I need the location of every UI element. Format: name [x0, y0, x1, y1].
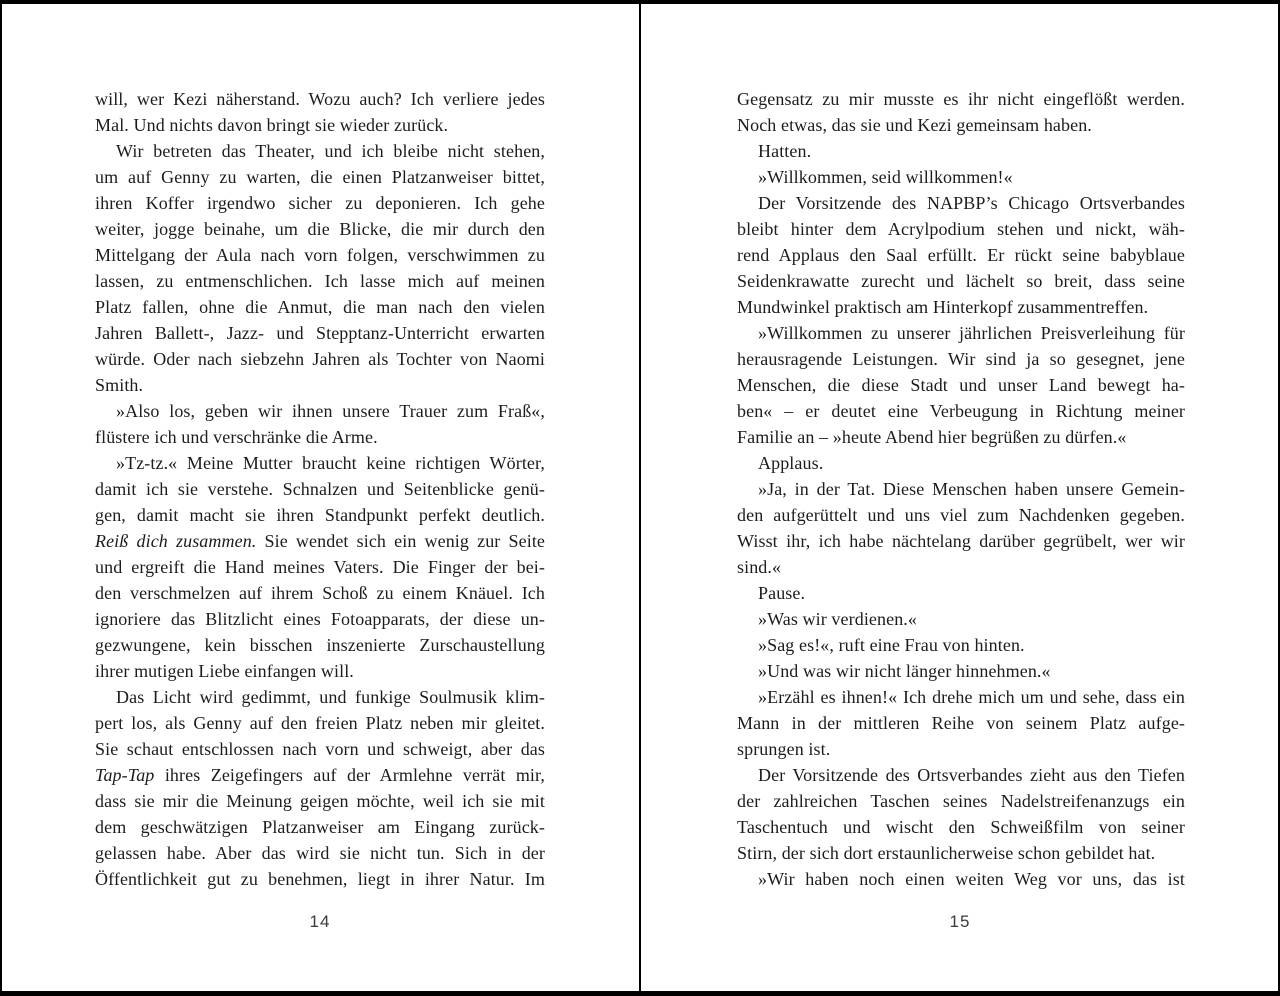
- text-line: »Ja, in der Tat. Diese Menschen haben unsere Gemein-: [758, 479, 1185, 499]
- text-line: Platz fallen, ohne die Anmut, die man nach den vielen: [95, 297, 545, 317]
- text-line: und ergreift die Hand meines Vaters. Die Finger der bei-: [95, 557, 545, 577]
- text-line: Das Licht wird gedimmt, und funkige Soulmusik klim-: [116, 687, 545, 707]
- text-line: sprungen ist.: [737, 739, 831, 759]
- text-line: »Was wir verdienen.«: [758, 609, 917, 629]
- text-line: Stirn, der sich dort erstaunlicherweise schon gebildet hat.: [737, 843, 1156, 863]
- text-line: Mittelgang der Aula nach vorn folgen, verschwimmen zu: [95, 245, 545, 265]
- text-line: will, wer Kezi näherstand. Wozu auch? Ich verliere jedes: [95, 89, 545, 109]
- text-line: »Willkommen, seid willkommen!«: [758, 167, 1013, 187]
- page-number: 15: [949, 912, 971, 931]
- text-line: Noch etwas, das sie und Kezi gemeinsam haben.: [737, 115, 1092, 135]
- text-line: gen, damit macht sie ihren Standpunkt perfekt deutlich.: [95, 505, 545, 525]
- text-line: weiter, jogge beinahe, um die Blicke, die mir durch den: [95, 219, 545, 239]
- text-line: »Erzähl es ihnen!« Ich drehe mich um und sehe, dass ein: [758, 687, 1185, 707]
- text-line: Wisst ihr, ich habe nächtelang darüber gegrübelt, wer wir: [737, 531, 1185, 551]
- text-line: Pause.: [758, 583, 806, 603]
- text-line: lassen, zu entmenschlichen. Ich lasse mich auf meinen: [95, 271, 545, 291]
- text-line: Familie an – »heute Abend hier begrüßen zu dürfen.«: [737, 427, 1127, 447]
- text-line: [95, 762, 545, 788]
- text-line: Mundwinkel praktisch am Hinterkopf zusammentreffen.: [737, 297, 1149, 317]
- text-line: »Sag es!«, ruft eine Frau von hinten.: [758, 635, 1025, 655]
- text-line: Gegensatz zu mir musste es ihr nicht eingeflößt werden.: [737, 89, 1185, 109]
- text-line: würde. Oder nach siebzehn Jahren als Tochter von Naomi: [95, 349, 545, 369]
- text-line: den aufgerüttelt und uns viel zum Nachdenken gegeben.: [737, 505, 1185, 525]
- text-line: Applaus.: [758, 453, 824, 473]
- text-line: Seidenkrawatte zurecht und lächelt so breit, dass seine: [737, 271, 1185, 291]
- text-line: Menschen, die diese Stadt und unser Land bewegt ha-: [737, 375, 1185, 395]
- italic-text: Reiß dich zusammen.: [95, 531, 257, 551]
- text-line: Der Vorsitzende des Ortsverbandes zieht aus den Tiefen: [758, 765, 1185, 785]
- text-line: den verschmelzen auf ihrem Schoß zu einem Knäuel. Ich: [95, 583, 545, 603]
- text-line: der zahlreichen Taschen seines Nadelstreifenanzugs ein: [737, 791, 1185, 811]
- body-text: Sie wendet sich ein wenig zur Seite: [256, 531, 546, 551]
- page-number: 14: [309, 912, 331, 931]
- text-line: dem geschwätzigen Platzanweiser am Eingang zurück-: [95, 817, 545, 837]
- text-line: Mann in der mittleren Reihe von seinem Platz aufge-: [737, 713, 1185, 733]
- text-line: gezwungene, kein bisschen inszenierte Zurschaustellung: [95, 635, 545, 655]
- text-line: Sie schaut entschlossen nach vorn und schweigt, aber das: [95, 739, 545, 759]
- text-line: herausragende Leistungen. Wir sind ja so gesegnet, jene: [737, 349, 1185, 369]
- text-line: dass sie mir die Meinung geigen möchte, weil ich sie mit: [95, 791, 545, 811]
- text-line: »Willkommen zu unserer jährlichen Preisverleihung für: [758, 323, 1185, 343]
- text-line: Taschentuch und wischt den Schweißfilm von seiner: [737, 817, 1185, 837]
- text-line: um auf Genny zu warten, die einen Platzanweiser bittet,: [95, 167, 545, 187]
- text-line: damit ich sie verstehe. Schnalzen und Seitenblicke genü-: [95, 479, 545, 499]
- text-line: ihrer mutigen Liebe einfangen will.: [95, 661, 354, 681]
- page-text-column-left: [95, 86, 545, 892]
- text-line: Jahren Ballett-, Jazz- und Stepptanz-Unterricht erwarten: [95, 323, 545, 343]
- book-page-right: [640, 0, 1280, 996]
- text-line: Smith.: [95, 375, 144, 395]
- text-line: gelassen habe. Aber das wird sie nicht tun. Sich in der: [95, 843, 545, 863]
- text-line: pert los, als Genny auf den freien Platz neben mir gleitet.: [95, 713, 545, 733]
- text-line: flüstere ich und verschränke die Arme.: [95, 427, 378, 447]
- text-line: [95, 528, 545, 554]
- text-line: Hatten.: [758, 141, 812, 161]
- text-line: Mal. Und nichts davon bringt sie wieder zurück.: [95, 115, 449, 135]
- text-line: ben« – er deutet eine Verbeugung in Richtung meiner: [737, 401, 1185, 421]
- text-line: Der Vorsitzende des NAPBP’s Chicago Ortsverbandes: [758, 193, 1185, 213]
- text-line: ihren Koffer irgendwo sicher zu deponieren. Ich gehe: [95, 193, 545, 213]
- text-line: sind.«: [737, 557, 782, 577]
- body-text: ihres Zeigefingers auf der Armlehne verrät mir,: [154, 765, 545, 785]
- text-line: ignoriere das Blitzlicht eines Fotoapparats, der diese un-: [95, 609, 545, 629]
- text-line: bleibt hinter dem Acrylpodium stehen und nickt, wäh-: [737, 219, 1185, 239]
- text-line: Wir betreten das Theater, und ich bleibe nicht stehen,: [116, 141, 545, 161]
- text-line: Öffentlichkeit gut zu benehmen, liegt in ihrer Natur. Im: [95, 869, 545, 889]
- italic-text: Tap-Tap: [95, 765, 155, 785]
- text-line: »Also los, geben wir ihnen unsere Trauer zum Fraß«,: [116, 401, 545, 421]
- text-line: rend Applaus den Saal erfüllt. Er rückt seine babyblaue: [737, 245, 1185, 265]
- page-text-column-right: [737, 86, 1185, 892]
- text-line: »Und was wir nicht länger hinnehmen.«: [758, 661, 1051, 681]
- text-line: »Wir haben noch einen weiten Weg vor uns, das ist: [758, 869, 1185, 889]
- text-line: »Tz-tz.« Meine Mutter braucht keine richtigen Wörter,: [116, 453, 545, 473]
